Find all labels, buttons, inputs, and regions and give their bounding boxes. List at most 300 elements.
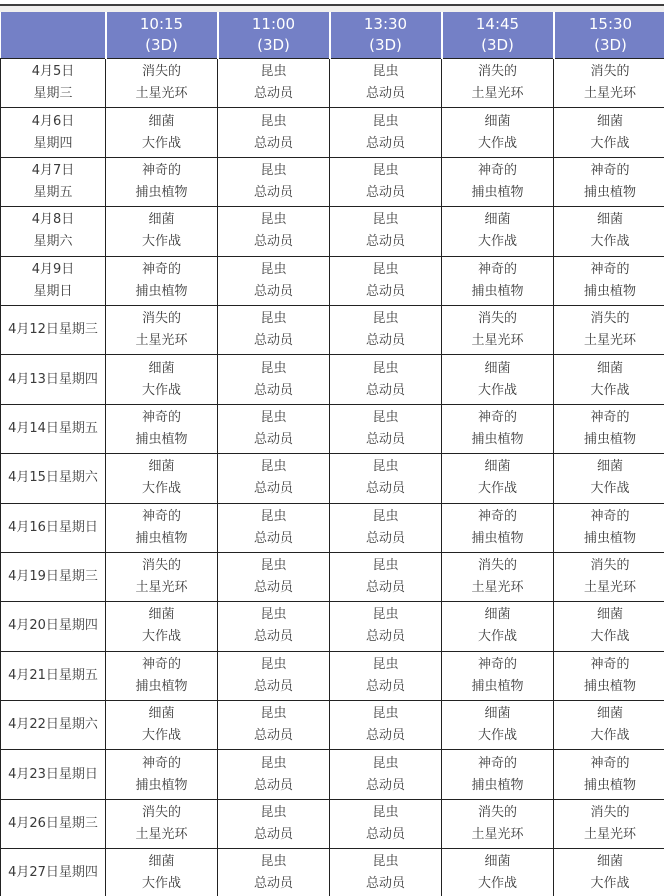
movie-title-line: 大作战 [477, 135, 517, 151]
date-cell [1, 503, 106, 552]
movie-title-line: 细菌 [596, 854, 623, 870]
movie-title-line: 大作战 [141, 629, 181, 645]
time-column-header [554, 12, 664, 59]
movie-cell [442, 59, 554, 108]
date-line: 4月9日 [31, 261, 75, 277]
movie-title-line: 捕虫植物 [471, 431, 524, 447]
schedule-row [1, 651, 664, 700]
movie-title-line: 总动员 [365, 481, 405, 497]
date-line: 4月7日 [31, 162, 75, 178]
time-column-header [106, 12, 218, 59]
movie-cell [218, 602, 330, 651]
movie-cell [554, 404, 664, 453]
movie-title-line: 大作战 [477, 728, 517, 744]
date-line: 星期三 [33, 86, 73, 102]
movie-cell [106, 404, 218, 453]
movie-title-line: 消失的 [141, 64, 181, 80]
movie-title-line: 大作战 [477, 876, 517, 892]
movie-title-line: 细菌 [148, 360, 175, 376]
movie-title-line: 细菌 [148, 459, 175, 475]
format-label: (3D) [145, 36, 178, 54]
movie-cell [218, 552, 330, 601]
movie-cell [554, 651, 664, 700]
movie-cell [554, 750, 664, 799]
movie-cell [442, 602, 554, 651]
movie-title-line: 细菌 [596, 459, 623, 475]
movie-title-line: 捕虫植物 [583, 283, 636, 299]
date-line: 4月8日 [31, 212, 75, 228]
movie-title-line: 总动员 [365, 283, 405, 299]
schedule-body [1, 59, 664, 896]
movie-title-line: 消失的 [590, 558, 630, 574]
movie-title-line: 昆虫 [372, 113, 399, 129]
movie-cell [218, 651, 330, 700]
schedule-row [1, 207, 664, 256]
showtime-label: 11:00 [251, 15, 296, 33]
movie-cell [218, 59, 330, 108]
movie-title-line: 大作战 [590, 629, 630, 645]
movie-title-line: 大作战 [590, 876, 630, 892]
movie-title-line: 昆虫 [372, 261, 399, 277]
movie-title-line: 捕虫植物 [471, 678, 524, 694]
movie-cell [218, 305, 330, 354]
movie-title-line: 昆虫 [372, 706, 399, 722]
movie-cell [442, 750, 554, 799]
date-line: 4月26日星期三 [8, 816, 98, 832]
movie-title-line: 昆虫 [260, 755, 287, 771]
movie-title-line: 昆虫 [260, 805, 287, 821]
movie-title-line: 昆虫 [260, 854, 287, 870]
movie-title-line: 昆虫 [260, 113, 287, 129]
movie-cell [218, 701, 330, 750]
schedule-row [1, 355, 664, 404]
movie-cell [106, 849, 218, 896]
date-cell [1, 256, 106, 305]
movie-title-line: 总动员 [365, 382, 405, 398]
movie-cell [554, 305, 664, 354]
movie-title-line: 神奇的 [477, 656, 517, 672]
movie-title-line: 大作战 [477, 382, 517, 398]
movie-cell [218, 108, 330, 157]
movie-title-line: 捕虫植物 [471, 530, 524, 546]
movie-cell [330, 849, 442, 896]
movie-cell [554, 552, 664, 601]
movie-cell [330, 454, 442, 503]
movie-cell [442, 503, 554, 552]
movie-title-line: 捕虫植物 [135, 678, 188, 694]
movie-title-line: 神奇的 [477, 162, 517, 178]
header-row [1, 12, 664, 59]
schedule-row [1, 108, 664, 157]
movie-title-line: 大作战 [141, 728, 181, 744]
movie-cell [330, 59, 442, 108]
movie-title-line: 神奇的 [590, 755, 630, 771]
date-line: 星期六 [33, 234, 73, 250]
date-line: 4月6日 [31, 113, 75, 129]
movie-cell [106, 256, 218, 305]
movie-cell [554, 602, 664, 651]
movie-cell [442, 849, 554, 896]
movie-title-line: 细菌 [148, 854, 175, 870]
schedule-row [1, 849, 664, 896]
movie-title-line: 昆虫 [260, 508, 287, 524]
movie-cell [554, 355, 664, 404]
movie-cell [218, 207, 330, 256]
movie-title-line: 土星光环 [471, 333, 524, 349]
movie-title-line: 昆虫 [260, 212, 287, 228]
movie-title-line: 神奇的 [141, 508, 181, 524]
movie-title-line: 昆虫 [372, 805, 399, 821]
movie-title-line: 总动员 [365, 234, 405, 250]
showtime-label: 15:30 [588, 15, 633, 33]
movie-title-line: 消失的 [477, 805, 517, 821]
date-line: 4月5日 [31, 64, 75, 80]
movie-title-line: 神奇的 [141, 409, 181, 425]
movie-title-line: 大作战 [590, 382, 630, 398]
movie-title-line: 昆虫 [372, 755, 399, 771]
date-line: 星期四 [33, 135, 73, 151]
movie-title-line: 大作战 [141, 481, 181, 497]
movie-title-line: 细菌 [148, 706, 175, 722]
date-cell [1, 799, 106, 848]
movie-cell [330, 256, 442, 305]
movie-title-line: 土星光环 [471, 580, 524, 596]
movie-title-line: 昆虫 [372, 212, 399, 228]
movie-title-line: 捕虫植物 [583, 431, 636, 447]
date-line: 4月27日星期四 [8, 865, 98, 881]
movie-cell [218, 503, 330, 552]
movie-title-line: 总动员 [365, 530, 405, 546]
movie-title-line: 细菌 [484, 212, 511, 228]
movie-cell [442, 207, 554, 256]
movie-title-line: 大作战 [590, 728, 630, 744]
movie-title-line: 细菌 [596, 706, 623, 722]
format-label: (3D) [369, 36, 402, 54]
format-label: (3D) [481, 36, 514, 54]
movie-title-line: 总动员 [253, 234, 293, 250]
movie-title-line: 细菌 [484, 706, 511, 722]
movie-cell [554, 701, 664, 750]
movie-cell [554, 207, 664, 256]
movie-cell [330, 799, 442, 848]
movie-cell [330, 157, 442, 206]
movie-title-line: 神奇的 [590, 261, 630, 277]
movie-title-line: 捕虫植物 [135, 184, 188, 200]
movie-title-line: 总动员 [365, 678, 405, 694]
movie-title-line: 昆虫 [260, 558, 287, 574]
date-cell [1, 602, 106, 651]
movie-cell [106, 750, 218, 799]
movie-title-line: 昆虫 [372, 360, 399, 376]
movie-cell [106, 701, 218, 750]
top-strip [0, 4, 664, 12]
date-cell [1, 404, 106, 453]
time-column-header [218, 12, 330, 59]
movie-title-line: 细菌 [484, 459, 511, 475]
movie-title-line: 昆虫 [372, 409, 399, 425]
movie-title-line: 总动员 [253, 580, 293, 596]
date-cell [1, 207, 106, 256]
date-line: 星期日 [33, 283, 73, 299]
time-column-header [442, 12, 554, 59]
movie-title-line: 昆虫 [260, 459, 287, 475]
movie-title-line: 捕虫植物 [583, 678, 636, 694]
movie-cell [330, 404, 442, 453]
movie-title-line: 总动员 [253, 283, 293, 299]
movie-cell [218, 256, 330, 305]
movie-title-line: 神奇的 [477, 508, 517, 524]
schedule-header [1, 12, 664, 59]
date-line: 4月20日星期四 [8, 618, 98, 634]
date-line: 4月16日星期日 [8, 519, 98, 535]
movie-cell [106, 108, 218, 157]
date-cell [1, 552, 106, 601]
movie-title-line: 消失的 [477, 64, 517, 80]
schedule-row [1, 602, 664, 651]
movie-cell [106, 552, 218, 601]
movie-title-line: 捕虫植物 [135, 283, 188, 299]
movie-title-line: 总动员 [253, 481, 293, 497]
schedule-row [1, 256, 664, 305]
movie-title-line: 细菌 [596, 212, 623, 228]
movie-title-line: 神奇的 [477, 755, 517, 771]
movie-cell [106, 305, 218, 354]
movie-title-line: 土星光环 [583, 827, 636, 843]
movie-title-line: 土星光环 [135, 333, 188, 349]
movie-cell [554, 157, 664, 206]
movie-title-line: 土星光环 [583, 580, 636, 596]
movie-title-line: 细菌 [148, 113, 175, 129]
movie-title-line: 总动员 [253, 184, 293, 200]
corner-cell [1, 12, 106, 59]
movie-title-line: 捕虫植物 [583, 530, 636, 546]
movie-title-line: 昆虫 [260, 311, 287, 327]
movie-title-line: 总动员 [365, 184, 405, 200]
movie-title-line: 昆虫 [372, 459, 399, 475]
movie-title-line: 捕虫植物 [135, 431, 188, 447]
movie-cell [330, 701, 442, 750]
movie-title-line: 总动员 [253, 678, 293, 694]
movie-title-line: 捕虫植物 [583, 184, 636, 200]
date-cell [1, 701, 106, 750]
movie-cell [330, 503, 442, 552]
date-cell [1, 305, 106, 354]
movie-cell [330, 552, 442, 601]
date-line: 4月13日星期四 [8, 371, 98, 387]
format-label: (3D) [257, 36, 290, 54]
date-cell [1, 750, 106, 799]
movie-title-line: 消失的 [590, 805, 630, 821]
movie-title-line: 土星光环 [583, 333, 636, 349]
movie-title-line: 大作战 [477, 629, 517, 645]
movie-title-line: 细菌 [596, 360, 623, 376]
movie-cell [330, 651, 442, 700]
movie-title-line: 消失的 [590, 64, 630, 80]
movie-cell [106, 59, 218, 108]
movie-title-line: 捕虫植物 [471, 184, 524, 200]
movie-title-line: 昆虫 [372, 162, 399, 178]
movie-title-line: 细菌 [596, 607, 623, 623]
movie-title-line: 大作战 [141, 234, 181, 250]
movie-title-line: 神奇的 [590, 409, 630, 425]
format-label: (3D) [594, 36, 627, 54]
movie-cell [330, 602, 442, 651]
movie-title-line: 总动员 [365, 333, 405, 349]
movie-title-line: 土星光环 [135, 580, 188, 596]
schedule-row [1, 59, 664, 108]
movie-cell [442, 256, 554, 305]
movie-title-line: 昆虫 [372, 558, 399, 574]
movie-title-line: 土星光环 [135, 827, 188, 843]
showtime-label: 10:15 [139, 15, 184, 33]
movie-title-line: 总动员 [253, 629, 293, 645]
movie-cell [442, 552, 554, 601]
movie-title-line: 捕虫植物 [135, 530, 188, 546]
date-line: 星期五 [33, 184, 73, 200]
movie-title-line: 昆虫 [260, 656, 287, 672]
movie-title-line: 细菌 [484, 360, 511, 376]
movie-title-line: 昆虫 [372, 656, 399, 672]
movie-cell [106, 651, 218, 700]
movie-cell [218, 849, 330, 896]
movie-cell [218, 799, 330, 848]
schedule-row [1, 404, 664, 453]
date-line: 4月23日星期日 [8, 766, 98, 782]
movie-cell [330, 207, 442, 256]
movie-title-line: 神奇的 [590, 508, 630, 524]
movie-title-line: 神奇的 [141, 261, 181, 277]
movie-cell [442, 651, 554, 700]
movie-title-line: 总动员 [253, 728, 293, 744]
date-cell [1, 108, 106, 157]
movie-cell [218, 355, 330, 404]
movie-title-line: 总动员 [253, 333, 293, 349]
movie-title-line: 总动员 [253, 431, 293, 447]
movie-title-line: 总动员 [365, 876, 405, 892]
date-cell [1, 59, 106, 108]
movie-title-line: 消失的 [141, 558, 181, 574]
movie-title-line: 总动员 [365, 777, 405, 793]
date-line: 4月15日星期六 [8, 470, 98, 486]
date-line: 4月22日星期六 [8, 717, 98, 733]
movie-cell [218, 454, 330, 503]
movie-title-line: 土星光环 [583, 86, 636, 102]
date-cell [1, 157, 106, 206]
movie-title-line: 细菌 [484, 607, 511, 623]
date-cell [1, 454, 106, 503]
movie-cell [330, 305, 442, 354]
movie-title-line: 土星光环 [135, 86, 188, 102]
movie-cell [330, 355, 442, 404]
movie-cell [106, 157, 218, 206]
movie-title-line: 神奇的 [477, 409, 517, 425]
movie-cell [554, 256, 664, 305]
date-line: 4月12日星期三 [8, 322, 98, 338]
date-cell [1, 651, 106, 700]
movie-title-line: 神奇的 [141, 755, 181, 771]
movie-title-line: 捕虫植物 [471, 283, 524, 299]
date-line: 4月19日星期三 [8, 569, 98, 585]
movie-title-line: 捕虫植物 [583, 777, 636, 793]
movie-title-line: 大作战 [141, 135, 181, 151]
movie-title-line: 消失的 [141, 311, 181, 327]
movie-title-line: 大作战 [141, 876, 181, 892]
movie-title-line: 总动员 [365, 629, 405, 645]
movie-title-line: 昆虫 [372, 508, 399, 524]
movie-cell [218, 404, 330, 453]
movie-title-line: 昆虫 [372, 311, 399, 327]
movie-title-line: 大作战 [477, 234, 517, 250]
movie-title-line: 消失的 [477, 311, 517, 327]
movie-title-line: 总动员 [253, 876, 293, 892]
movie-title-line: 总动员 [365, 431, 405, 447]
movie-title-line: 昆虫 [260, 64, 287, 80]
movie-title-line: 消失的 [590, 311, 630, 327]
showtime-label: 14:45 [475, 15, 520, 33]
movie-cell [330, 108, 442, 157]
movie-title-line: 总动员 [253, 382, 293, 398]
movie-cell [218, 157, 330, 206]
movie-title-line: 大作战 [590, 135, 630, 151]
schedule-row [1, 701, 664, 750]
schedule-table [0, 12, 664, 896]
movie-title-line: 细菌 [484, 113, 511, 129]
time-column-header [330, 12, 442, 59]
movie-title-line: 昆虫 [260, 162, 287, 178]
movie-cell [442, 454, 554, 503]
movie-title-line: 总动员 [365, 580, 405, 596]
movie-cell [554, 503, 664, 552]
movie-title-line: 细菌 [596, 113, 623, 129]
movie-cell [442, 108, 554, 157]
movie-cell [554, 799, 664, 848]
movie-cell [106, 602, 218, 651]
schedule-row [1, 454, 664, 503]
movie-title-line: 总动员 [365, 827, 405, 843]
movie-cell [442, 701, 554, 750]
movie-cell [554, 454, 664, 503]
movie-title-line: 神奇的 [141, 162, 181, 178]
movie-cell [330, 750, 442, 799]
movie-title-line: 细菌 [484, 854, 511, 870]
movie-title-line: 大作战 [141, 382, 181, 398]
movie-cell [554, 108, 664, 157]
movie-cell [442, 355, 554, 404]
movie-cell [554, 59, 664, 108]
movie-title-line: 昆虫 [372, 854, 399, 870]
movie-cell [106, 503, 218, 552]
movie-title-line: 总动员 [253, 86, 293, 102]
movie-title-line: 昆虫 [372, 64, 399, 80]
movie-cell [106, 799, 218, 848]
schedule-row [1, 503, 664, 552]
schedule-row [1, 750, 664, 799]
movie-title-line: 捕虫植物 [135, 777, 188, 793]
movie-title-line: 总动员 [253, 827, 293, 843]
movie-cell [106, 207, 218, 256]
showtime-label: 13:30 [363, 15, 408, 33]
movie-title-line: 昆虫 [260, 360, 287, 376]
movie-title-line: 神奇的 [477, 261, 517, 277]
movie-cell [106, 454, 218, 503]
movie-cell [442, 404, 554, 453]
movie-title-line: 细菌 [148, 212, 175, 228]
date-line: 4月14日星期五 [8, 420, 98, 436]
movie-title-line: 总动员 [253, 530, 293, 546]
movie-title-line: 大作战 [590, 234, 630, 250]
movie-title-line: 总动员 [365, 135, 405, 151]
schedule-row [1, 157, 664, 206]
